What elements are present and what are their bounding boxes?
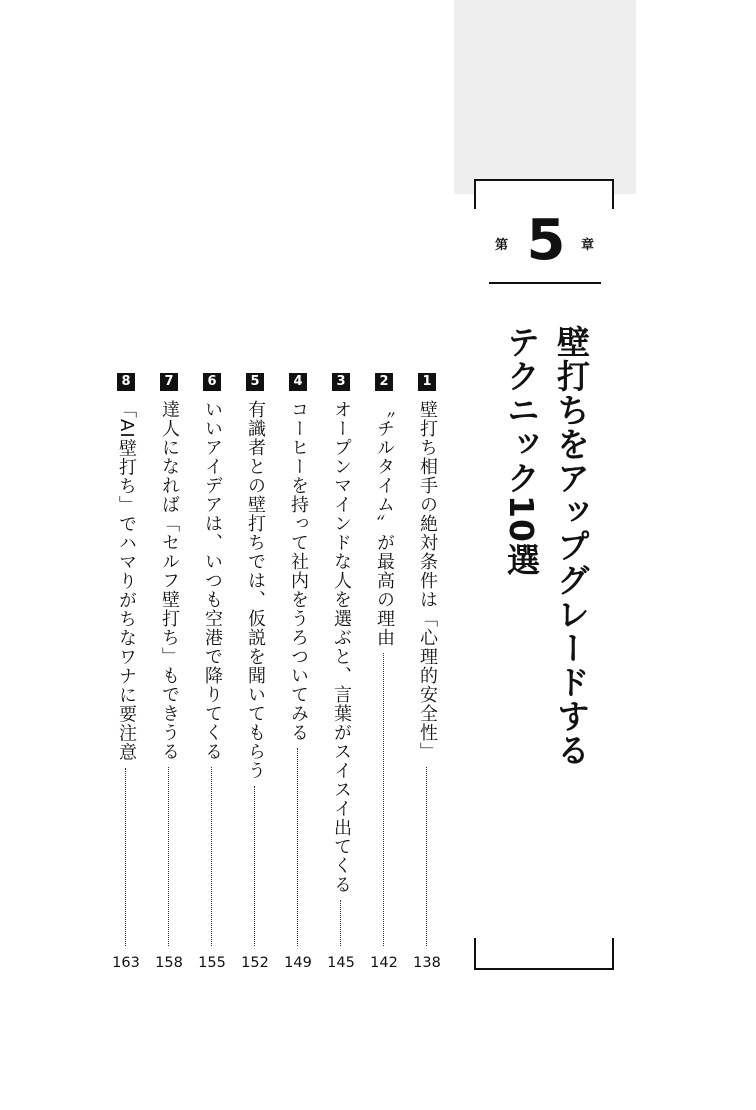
toc-number-badge: 8: [117, 373, 135, 391]
toc-entry-7[interactable]: [155, 370, 183, 974]
chapter-prefix: 第: [495, 238, 509, 253]
toc-page-number: 142: [370, 955, 398, 971]
toc-leader: [426, 767, 427, 946]
chapter-rule: [489, 282, 601, 284]
toc-leader: [125, 768, 126, 946]
chapter-bracket-top: [474, 179, 614, 209]
chapter-title-line-1: 壁打ちをアップグレードする: [552, 325, 591, 767]
toc-number-badge: 7: [160, 373, 178, 391]
chapter-suffix: 章: [581, 238, 595, 253]
toc-number-badge: 6: [203, 373, 221, 391]
toc-title: いいアイデアは、いつも空港で降りてくる: [202, 400, 223, 761]
toc-title: オープンマインドな人を選ぶと、言葉がスイスイ出てくる: [331, 400, 352, 894]
toc-page-number: 149: [284, 955, 312, 971]
toc-entry-3[interactable]: [327, 370, 355, 974]
toc-number-badge: 1: [418, 373, 436, 391]
toc-page-number: 155: [198, 955, 226, 971]
toc-title: 有識者との壁打ちでは、仮説を聞いてもらう: [245, 400, 266, 780]
toc-entry-2[interactable]: [370, 370, 398, 974]
toc-number-badge: 3: [332, 373, 350, 391]
chapter-tab-background: [454, 0, 636, 194]
toc-page-number: 152: [241, 955, 269, 971]
toc-leader: [383, 653, 384, 946]
toc-leader: [297, 748, 298, 946]
toc-entry-8[interactable]: [112, 370, 140, 974]
toc-page-number: 158: [155, 955, 183, 971]
toc-title: 「AI壁打ち」でハマりがちなワナに要注意: [116, 400, 137, 762]
toc-page-number: 163: [112, 955, 140, 971]
toc-page-number: 145: [327, 955, 355, 971]
toc-title: コーヒーを持って社内をうろついてみる: [288, 400, 309, 742]
chapter-number: 5: [526, 208, 566, 273]
toc-leader: [168, 767, 169, 946]
toc-entry-1[interactable]: [413, 370, 441, 974]
toc-entry-6[interactable]: [198, 370, 226, 974]
toc-title: 壁打ち相手の絶対条件は「心理的安全性」: [417, 400, 438, 761]
toc-title: 達人になれば「セルフ壁打ち」もできうる: [159, 400, 180, 761]
toc-leader: [211, 767, 212, 946]
toc-entry-4[interactable]: [284, 370, 312, 974]
toc-page-number: 138: [413, 955, 441, 971]
toc-title: 〝チルタイム〟が最高の理由: [374, 400, 395, 647]
toc-number-badge: 4: [289, 373, 307, 391]
toc-number-badge: 2: [375, 373, 393, 391]
chapter-bracket-bottom: [474, 938, 614, 970]
toc-number-badge: 5: [246, 373, 264, 391]
toc-entry-5[interactable]: [241, 370, 269, 974]
toc-leader: [254, 786, 255, 946]
chapter-title-line-2: テクニック10選: [502, 325, 541, 577]
toc-leader: [340, 900, 341, 946]
